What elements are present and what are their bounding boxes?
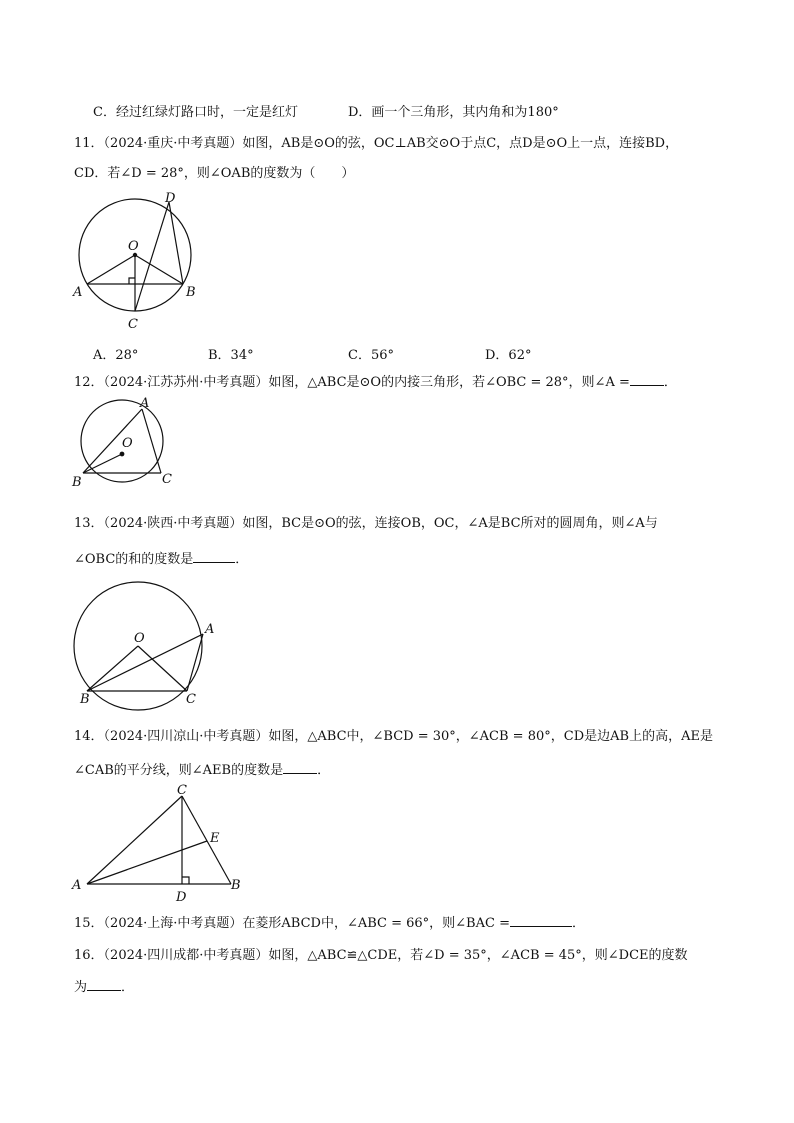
q13-text-line2	[74, 549, 248, 570]
q16-end: ．	[121, 980, 135, 995]
q14-right-angle-mark	[182, 877, 189, 884]
q12-figure	[70, 396, 190, 496]
prev-option-d: D．画一个三角形，其内角和为180°	[348, 105, 559, 120]
q16-text: 为	[74, 980, 88, 995]
q12-text-line1	[74, 372, 677, 393]
q13-end: ．	[235, 552, 249, 567]
q11-label-b: B	[186, 285, 196, 300]
q12-side-ac	[142, 409, 161, 473]
q14-label-e: E	[210, 831, 220, 846]
q15-text: 15．（2024·上海·中考真题）在菱形ABCD中，∠ABC = 66°，则∠BAC =	[74, 916, 510, 931]
q14-figure	[70, 783, 250, 906]
q11-option-c: C．56°	[348, 348, 394, 363]
q16-text-line2	[74, 977, 134, 998]
q13-label-b: B	[80, 692, 90, 707]
q12-label-b: B	[72, 475, 82, 490]
q11-text-line1: 11．（2024·重庆·中考真题）如图，AB是⊙O的弦，OC⊥AB交⊙O于点C，点D是⊙O上一点，连接BD，	[74, 136, 679, 151]
q12-end: ．	[663, 375, 677, 390]
q12-answer-blank	[630, 372, 664, 386]
q13-figure	[70, 578, 230, 708]
q11-option-b: B．34°	[208, 348, 254, 363]
q13-segment-oc	[138, 646, 187, 691]
q12-label-o: O	[122, 436, 133, 451]
q12-label-a: A	[140, 396, 150, 411]
q14-end: ．	[317, 763, 331, 778]
q11-options	[93, 344, 553, 364]
q15-text-line1	[74, 913, 585, 934]
q11-label-c: C	[128, 317, 138, 332]
q13-text: ∠OBC的和的度数是	[74, 552, 194, 567]
q13-text-line1: 13．（2024·陕西·中考真题）如图，BC是⊙O的弦，连接OB，OC，∠A是BC所对的圆周角，则∠A与	[74, 516, 658, 531]
q12-label-c: C	[162, 472, 172, 487]
q11-option-a: A．28°	[93, 348, 139, 363]
q12-center-dot	[120, 452, 124, 456]
q14-text: ∠CAB的平分线，则∠AEB的度数是	[74, 763, 284, 778]
q14-label-d: D	[176, 890, 187, 905]
q14-answer-blank	[283, 760, 317, 774]
q11-text-line2: CD．若∠D = 28°，则∠OAB的度数为（ ）	[74, 166, 355, 181]
q11-label-o: O	[128, 239, 139, 254]
q13-label-a: A	[205, 622, 215, 637]
q14-text-line2	[74, 760, 330, 781]
q16-text-line1: 16．（2024·四川成都·中考真题）如图，△ABC≌△CDE，若∠D = 35°，∠ACB = 45°，则∠DCE的度数	[74, 948, 688, 963]
prev-option-c: C．经过红绿灯路口时，一定是红灯	[93, 105, 298, 120]
q12-segment-ob	[83, 454, 122, 473]
q13-label-c: C	[186, 692, 196, 707]
q12-text: 12．（2024·江苏苏州·中考真题）如图，△ABC是⊙O的内接三角形，若∠OBC = 28°，则∠A =	[74, 375, 630, 390]
q11-option-d: D．62°	[485, 348, 532, 363]
q11-figure	[70, 188, 200, 333]
q11-segment-ob	[135, 255, 183, 284]
q14-label-b: B	[231, 878, 241, 893]
q14-text-line1: 14．（2024·四川凉山·中考真题）如图，△ABC中，∠BCD = 30°，∠ACB = 80°，CD是边AB上的高，AE是	[74, 729, 713, 744]
q14-side-bc	[182, 796, 231, 884]
q13-segment-ob	[87, 646, 138, 691]
q12-side-ab	[83, 409, 142, 473]
q14-label-a: A	[72, 878, 82, 893]
q14-label-c: C	[177, 783, 187, 798]
q11-label-a: A	[73, 285, 83, 300]
q14-side-ac	[87, 796, 182, 884]
q11-segment-bd	[169, 202, 183, 284]
q11-segment-oa	[87, 255, 135, 284]
q11-label-d: D	[165, 191, 176, 206]
q13-segment-ac	[187, 634, 203, 691]
q13-segment-ab	[87, 634, 203, 691]
q15-end: ．	[571, 916, 585, 931]
q11-right-angle-mark	[129, 278, 135, 284]
q15-answer-blank	[510, 913, 572, 927]
q16-answer-blank	[87, 977, 121, 991]
q13-label-o: O	[134, 631, 145, 646]
q11-segment-cd	[135, 202, 169, 311]
q13-answer-blank	[193, 549, 235, 563]
